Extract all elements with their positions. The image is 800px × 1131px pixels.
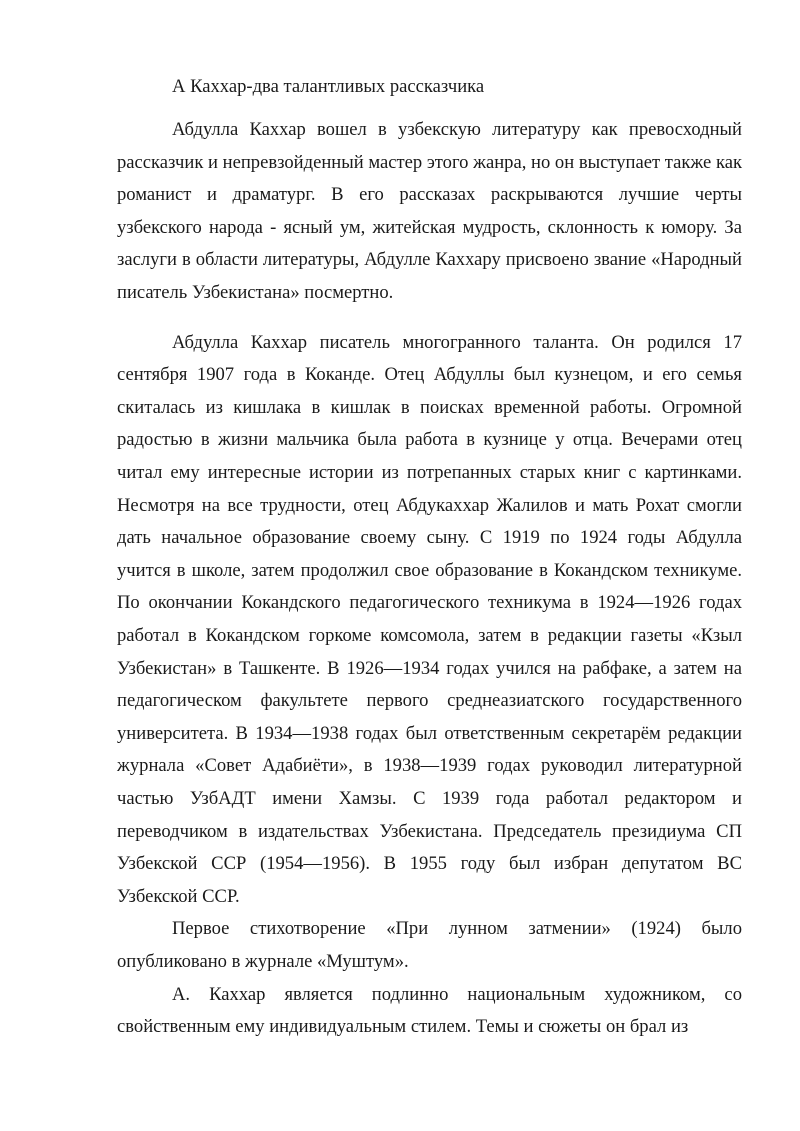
paragraph-3: Первое стихотворение «При лунном затмении» (1924) было опубликовано в журнале «Муштум».	[117, 918, 742, 972]
paragraph-2: Абдулла Каххар писатель многогранного таланта. Он родился 17 сентября 1907 года в Коканде. Отец Абдуллы был кузнецом, и его семья скиталась из кишлака в кишлак в поисках временной работы. Огромной радостью в жизни мальчика была работа в кузнице у отца. Вечерами отец читал ему интересные истории из потрепанных старых книг с картинками. Несмотря на все трудности, отец Абдукаххар Жалилов и мать Рохат смогли дать начальное образование своему сыну. С 1919 по 1924 годы Абдулла учится в школе, затем продолжил свое образование в Кокандском техникуме. По окончании Кокандского педагогического техникума в 1924—1926 годах работал в Кокандском горкоме комсомола, затем в редакции газеты «Кзыл Узбекистан» в Ташкенте. В 1926—1934 годах учился на рабфаке, а затем на педагогическом факультете первого среднеазиатского государственного университета. В 1934—1938 годах был ответственным секретарём редакции журнала «Совет Адабиёти», в 1938—1939 годах руководил литературной частью УзбАДТ имени Хамзы. С 1939 года работал редактором и переводчиком в издательствах Узбекистана. Председатель президиума СП Узбекской ССР (1954—1956). В 1955 году был избран депутатом ВС Узбекской ССР.	[117, 331, 742, 907]
document-title: А Каххар-два талантливых рассказчика	[172, 76, 485, 97]
document-body	[117, 71, 742, 1044]
paragraph-1: Абдулла Каххар вошел в узбекскую литературу как превосходный рассказчик и непревзойденный мастер этого жанра, но он выступает также как романист и драматург. В его рассказах раскрываются лучшие черты узбекского народа - ясный ум, житейская мудрость, склонность к юмору. За заслуги в области литературы, Абдулле Каххару присвоено звание «Народный писатель Узбекистана» посмертно.	[117, 119, 742, 304]
paragraph-4: А. Каххар является подлинно национальным художником, со свойственным ему индивидуальным стилем. Темы и сюжеты он брал из	[117, 983, 742, 1038]
